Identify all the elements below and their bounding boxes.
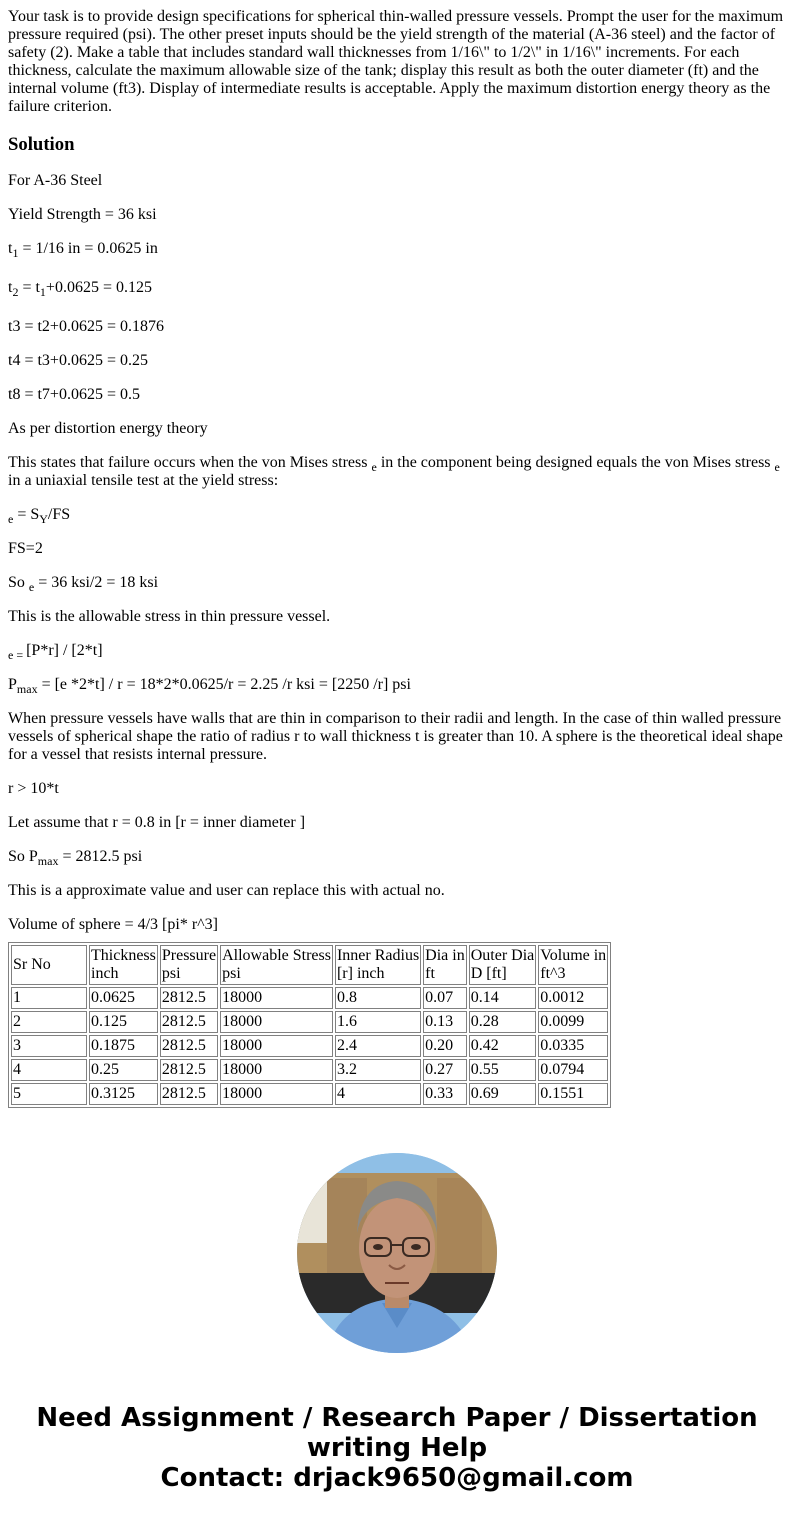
- cell-inner-radius: 4: [335, 1083, 421, 1105]
- header-thickness: Thickness inch: [89, 945, 158, 985]
- t1-line: $t_1 = 1/16$ in = 0.0625 in: [8, 240, 158, 261]
- pmax-value: So $P_{max} = 2812.5$ psi: [8, 848, 143, 869]
- portrait-image: [297, 1153, 497, 1353]
- header-dia-ft: Dia in ft: [423, 945, 467, 985]
- cell-allowable-stress: 18000: [220, 1059, 333, 1081]
- header-sr-no: Sr No: [11, 945, 87, 985]
- cell-allowable-stress: 18000: [220, 987, 333, 1009]
- cell-sr-no: 5: [11, 1083, 87, 1105]
- contact-banner: [0, 1403, 794, 1493]
- author-photo: [297, 1153, 497, 1353]
- cell-dia-ft: 0.20: [423, 1035, 467, 1057]
- cell-inner-radius: 1.6: [335, 1011, 421, 1033]
- allowable-equation: $_e = S_Y/FS$: [8, 506, 71, 527]
- t2-line: $t_2 = t_1+0.0625 = 0.125$: [8, 279, 152, 300]
- cell-dia-ft: 0.13: [423, 1011, 467, 1033]
- volume-equation: Volume of sphere = 4/3 [pi* r^3]: [8, 916, 218, 933]
- pmax-equation: $P_{max} = [e$ *2*t] / r = 18*2*0.0625/r = 2.25 /r ksi = [2250 /r] psi: [8, 676, 411, 697]
- material-line: For A-36 Steel: [8, 172, 103, 189]
- table-header-row: [11, 945, 608, 985]
- header-pressure: Pressure psi: [160, 945, 218, 985]
- t4-line: t4 = t3+0.0625 = 0.25: [8, 352, 148, 369]
- cell-pressure: 2812.5: [160, 1035, 218, 1057]
- banner-contact-email: Contact: drjack9650@gmail.com: [160, 1463, 634, 1493]
- cell-volume: 0.0012: [538, 987, 608, 1009]
- banner-line-1: Need Assignment / Research Paper / Dissertation: [36, 1403, 758, 1433]
- solution-heading: Solution: [8, 134, 75, 155]
- banner-line-2: writing Help: [306, 1433, 488, 1463]
- header-inner-radius: Inner Radius [r] inch: [335, 945, 421, 985]
- theory-statement: This states that failure occurs when the von Mises stress $_e$ in the component being designed equals the von Mises stress $_e$ in a uniaxial tensile test at the yield stress:: [8, 454, 780, 489]
- cell-outer-dia: 0.55: [469, 1059, 537, 1081]
- cell-volume: 0.1551: [538, 1083, 608, 1105]
- cell-thickness: 0.1875: [89, 1035, 158, 1057]
- ratio-condition: r > 10*t: [8, 780, 59, 797]
- theory-intro: As per distortion energy theory: [8, 420, 208, 437]
- cell-thickness: 0.0625: [89, 987, 158, 1009]
- factor-of-safety: FS=2: [8, 540, 43, 557]
- cell-inner-radius: 3.2: [335, 1059, 421, 1081]
- cell-pressure: 2812.5: [160, 1011, 218, 1033]
- cell-allowable-stress: 18000: [220, 1035, 333, 1057]
- cell-inner-radius: 0.8: [335, 987, 421, 1009]
- results-table: [8, 942, 611, 1108]
- cell-outer-dia: 0.14: [469, 987, 537, 1009]
- table-row: [11, 1059, 608, 1081]
- question-text: Your task is to provide design specifications for spherical thin-walled pressure vessels. Prompt the user for the maximum pressure required (psi). The other preset inputs should be the yield strength of the material (A-36 steel) and the factor of safety (2). Make a table that includes standard wall thicknesses from 1/16\" to 1/2\" in 1/16\" increments. For each thickness, calculate the maximum allowable size of the tank; display this result as both the outer diameter (ft) and the internal volume (ft3). Display of intermediate results is acceptable. Apply the maximum distortion energy theory as the failure criterion.: [8, 8, 784, 115]
- t8-line: t8 = t7+0.0625 = 0.5: [8, 386, 140, 403]
- table-row: [11, 1011, 608, 1033]
- cell-sr-no: 4: [11, 1059, 87, 1081]
- cell-dia-ft: 0.07: [423, 987, 467, 1009]
- yield-strength-line: Yield Strength = 36 ksi: [8, 206, 157, 223]
- cell-pressure: 2812.5: [160, 1059, 218, 1081]
- allowable-stress-value: So $_e$ = 36 ksi/2 = 18 ksi: [8, 574, 159, 595]
- approx-note: This is a approximate value and user can replace this with actual no.: [8, 882, 445, 899]
- cell-volume: 0.0794: [538, 1059, 608, 1081]
- cell-dia-ft: 0.27: [423, 1059, 467, 1081]
- table-row: [11, 1035, 608, 1057]
- cell-sr-no: 3: [11, 1035, 87, 1057]
- cell-thickness: 0.3125: [89, 1083, 158, 1105]
- header-volume: Volume in ft^3: [538, 945, 608, 985]
- cell-volume: 0.0099: [538, 1011, 608, 1033]
- t3-line: t3 = t2+0.0625 = 0.1876: [8, 318, 164, 335]
- cell-dia-ft: 0.33: [423, 1083, 467, 1105]
- table-row: [11, 1083, 608, 1105]
- cell-volume: 0.0335: [538, 1035, 608, 1057]
- table-row: [11, 987, 608, 1009]
- allowable-note: This is the allowable stress in thin pressure vessel.: [8, 608, 331, 625]
- cell-thickness: 0.25: [89, 1059, 158, 1081]
- cell-sr-no: 2: [11, 1011, 87, 1033]
- radius-assumption: Let assume that r = 0.8 in [r = inner diameter ]: [8, 814, 306, 831]
- cell-outer-dia: 0.28: [469, 1011, 537, 1033]
- cell-thickness: 0.125: [89, 1011, 158, 1033]
- cell-pressure: 2812.5: [160, 1083, 218, 1105]
- cell-outer-dia: 0.42: [469, 1035, 537, 1057]
- cell-allowable-stress: 18000: [220, 1011, 333, 1033]
- cell-allowable-stress: 18000: [220, 1083, 333, 1105]
- cell-sr-no: 1: [11, 987, 87, 1009]
- cell-outer-dia: 0.69: [469, 1083, 537, 1105]
- cell-pressure: 2812.5: [160, 987, 218, 1009]
- header-outer-dia: Outer Dia D [ft]: [469, 945, 537, 985]
- cell-inner-radius: 2.4: [335, 1035, 421, 1057]
- thin-wall-note: When pressure vessels have walls that are thin in comparison to their radii and length. In the case of thin walled pressure vessels of spherical shape the ratio of radius r to wall thickness t is greater than 10. A sphere is the theoretical ideal shape for a vessel that resists internal pressure.: [8, 710, 783, 763]
- stress-equation: $_{e =}$ [P*r] / [2*t]: [8, 642, 103, 663]
- header-allowable-stress: Allowable Stress psi: [220, 945, 333, 985]
- document-content: [8, 0, 786, 1123]
